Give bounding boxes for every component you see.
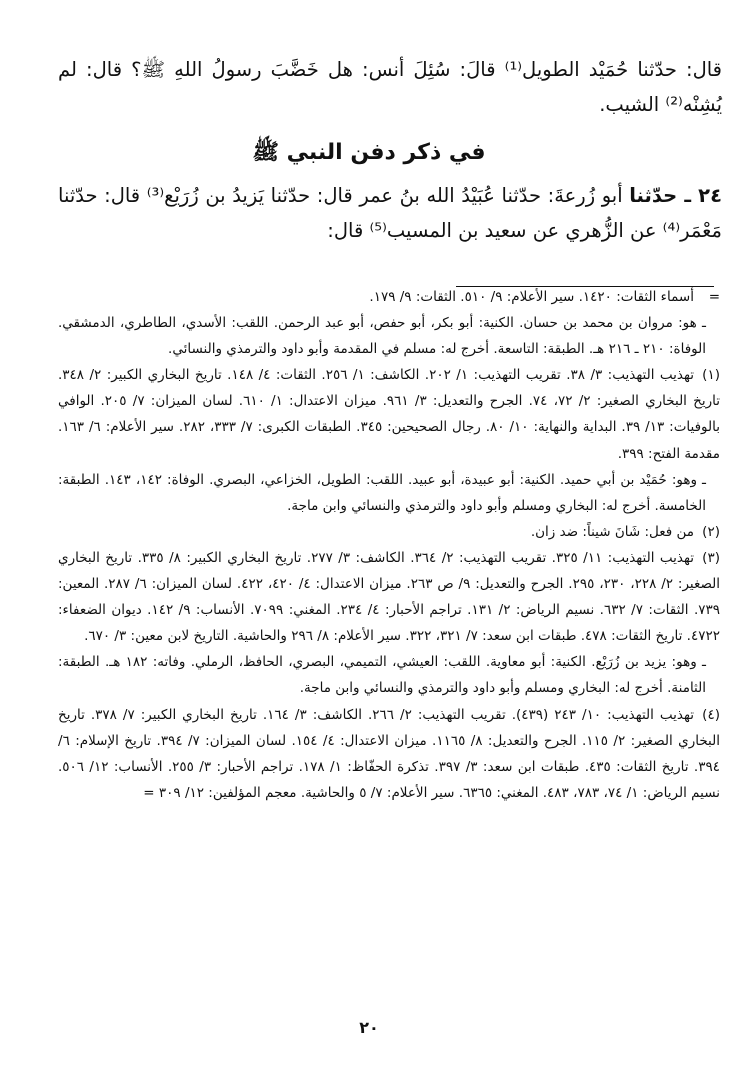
hadith-paragraph — [58, 178, 722, 248]
top-paragraph-text: قال: حدّثنا حُمَيْد الطويل⁽¹⁾ قالَ: سُئِلَ أنس: هل خَضَّبَ رسولُ اللهِ ﷺ؟ قال: لم يُشِنْه⁽²⁾ الشيب. — [58, 58, 723, 116]
footnotes-section — [58, 284, 720, 806]
footnote-text: ـ هو: مروان بن محمد بن حسان. الكنية: أبو بكر، أبو حفص، أبو عبد الرحمن. اللقب: الأسدي، الطاطري، الدمشقي. الوفاة: ٢١٠ ـ ٢١٦ هـ. الطبقة: التاسعة. أخرج له: مسلم في المقدمة وأبو داود والترمذي والنسائي. — [58, 315, 706, 358]
footnote-label: (٢) — [702, 523, 720, 540]
footnote-text: تهذيب التهذيب: ١١/ ٣٢٥. تقريب التهذيب: ٢/ ٣٦٤. الكاشف: ٣/ ٢٧٧. تاريخ البخاري الكبير: ٨/ ٣٣٥. تاريخ البخاري الصغير: ٢/ ٢٢٨، ٢٣٠، ٢٩٥. الجرح والتعديل: ٩/ ص ٢٦٣. ميزان الاعتدال: ٤/ ٤٢٠، ٤٢٢. لسان الميزان: ٦/ ٢٨٧. المعين: ٧٣٩. الثقات: ٧/ ٦٣٢. نسيم الرياض: ٢/ ١٣١. تراجم الأحبار: ٤/ ٢٣٤. المغني: ٧٠٩٩. الأنساب: ٩/ ١٤٢. ديوان الضعفاء: ٤٧٢٢. تاريخ الثقات: ٤٧٨. طبقات ابن سعد: ٧/ ٣٢١، ٣٢٢. سير الأعلام: ٨/ ٢٩٦ والحاشية. التاريخ لابن معين: ٣/ ٦٧٠. — [58, 549, 721, 645]
footnote-label: (٤) — [702, 706, 720, 723]
page-number: ٢٠ — [359, 1018, 379, 1037]
hadith-number: ٢٤ ـ حدّثنا — [629, 184, 722, 207]
footnote-item — [58, 545, 720, 649]
top-paragraph — [58, 52, 722, 122]
footnote-label: (٣) — [702, 549, 720, 566]
hadith-text: أبو زُرعةَ: حدّثنا عُبَيْدُ الله بنُ عمر قال: حدّثنا يَزيدُ بن زُرَيْع⁽³⁾ قال: حدّثنا مَعْمَر⁽⁴⁾ عن الزُّهري عن سعيد بن المسيب⁽⁵⁾ قال: — [58, 184, 722, 242]
footnote-item — [58, 649, 720, 701]
footnote-item — [58, 467, 720, 519]
footnote-text: تهذيب التهذيب: ٣/ ٣٨. تقريب التهذيب: ١/ ٢٠٢. الكاشف: ١/ ٢٥٦. الثقات: ٤/ ١٤٨. تاريخ البخاري الكبير: ٢/ ٣٤٨. تاريخ البخاري الصغير: ٢/ ٧٢، ٧٤. الجرح والتعديل: ٣/ ٩٦١. ميزان الاعتدال: ١/ ٦١٠. لسان الميزان: ٧/ ٢٠٥. الوافي بالوفيات: ١٣/ ٣٩. البداية والنهاية: ١٠/ ٨٠. رجال الصحيحين: ٣٤٥. الطبقات الكبرى: ٧/ ٣٣٣، ٢٨٢. سير الأعلام: ٦/ ١٦٣. مقدمة الفتح: ٣٩٩. — [58, 367, 721, 462]
footnote-item — [58, 519, 720, 545]
footnote-item — [58, 284, 720, 310]
footnote-label: (١) — [702, 367, 720, 384]
footnote-text: ـ وهو: يزيد بن زُرَيْع. الكنية: أبو معاوية. اللقب: العيشي، التميمي، البصري، الحافظ، الرملي. وفاته: ١٨٢ هـ. الطبقة: الثامنة. أخرج له: البخاري ومسلم وأبو داود والترمذي والنسائي وابن ماجة. — [58, 654, 707, 697]
footnote-item — [58, 310, 720, 362]
footnote-label: = — [708, 289, 720, 305]
footnote-text: ـ وهو: حُمَيْد بن أبي حميد. الكنية: أبو عبيدة، أبو عبيد. اللقب: الطويل، الخزاعي، البصري. الوفاة: ١٤٢، ١٤٣. الطبقة: الخامسة. أخرج له: البخاري ومسلم وأبو داود والترمذي والنسائي وابن ماجة. — [58, 471, 707, 514]
section-heading: في ذكر دفن النبي ﷺ — [252, 140, 486, 165]
footnote-text: من فعل: شَانَ شيناً: ضد زان. — [530, 523, 694, 540]
footnote-text: تهذيب التهذيب: ١٠/ ٢٤٣ (٤٣٩). تقريب التهذيب: ٢/ ٢٦٦. الكاشف: ٣/ ١٦٤. تاريخ البخاري الكبير: ٧/ ٣٧٨. تاريخ البخاري الصغير: ٢/ ١١٥. الجرح والتعديل: ٨/ ١١٦٥. ميزان الاعتدال: ٤/ ١٥٤. لسان الميزان: ٧/ ٣٩٤. تاريخ الإسلام: ٦/ ٣٩٤. تاريخ الثقات: ٤٣٥. طبقات ابن سعد: ٣/ ٣٩٧. تذكرة الحفّاظ: ١/ ١٧٨. تراجم الأحبار: ٣/ ٢٥٥. الأنساب: ١٢/ ٥٠٦. نسيم الرياض: ١/ ٧٤، ٧٨٣، ٤٨٣. المغني: ٦٣٦٥. سير الأعلام: ٧/ ٥ والحاشية. معجم المؤلفين: ١٢/ ٣٠٩ = — [58, 706, 720, 801]
footnote-text: أسماء الثقات: ١٤٢٠. سير الأعلام: ٩/ ٥١٠. الثقات: ٩/ ١٧٩. — [369, 289, 694, 305]
footnote-item — [58, 702, 720, 806]
footnote-item — [58, 362, 720, 466]
